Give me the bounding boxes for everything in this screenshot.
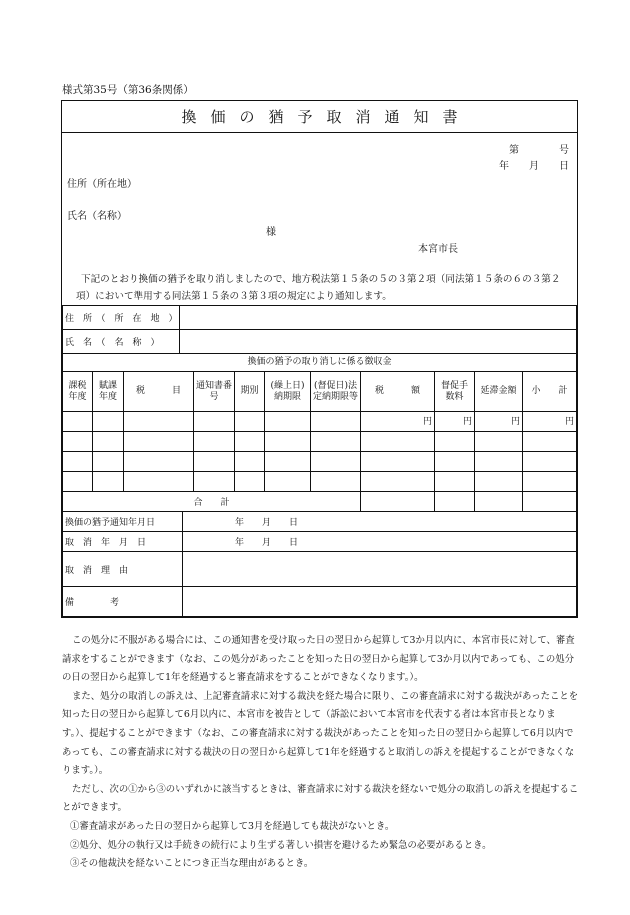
issuer-name: 本宮市長 xyxy=(418,244,458,255)
body-text-line-2: 項）において準用する同法第１５条の３第３項の規定により通知します。 xyxy=(76,291,392,302)
name-cell-value xyxy=(180,330,577,354)
col-header-assessment-year: 賦課年度 xyxy=(93,372,124,412)
header-row xyxy=(63,372,577,412)
table-row xyxy=(63,412,577,432)
note-paragraph: また、処分の取消しの訴えは、上記審査請求に対する裁決を経た場合に限り、この審査請求に対する裁決があったことを知った日の翌日から起算して6月以内に、本宮市を被告として（訴訟において本宮市を代表する者は本宮市長となります。）、提起することができます（なお、この審査請求に対する裁決があったことを知った日の翌日から起算して6月以内であっても、この審査請求に対する裁決の日の翌日から起算して1年を経過すると取消しの訴えを提起することができなくなります。）。 xyxy=(62,690,579,777)
document-title: 換価の猶予取消通知書 xyxy=(181,108,472,126)
collection-table xyxy=(62,353,577,512)
table-row xyxy=(63,512,577,532)
notice-frame xyxy=(61,100,578,618)
cancellation-table xyxy=(62,511,577,617)
yen-unit: 円 xyxy=(475,412,523,432)
title-row xyxy=(62,101,577,133)
reason-value xyxy=(183,552,577,587)
table-row xyxy=(63,354,577,372)
honorific: 様 xyxy=(266,227,276,238)
recipient-name-label: 氏名（名称） xyxy=(67,211,127,222)
name-cell-label: 氏 名 （ 名 称 ） xyxy=(63,330,180,354)
table-row xyxy=(63,552,577,587)
table-row xyxy=(63,306,577,330)
yen-unit: 円 xyxy=(361,412,435,432)
note-item: ③その他裁決を経ないことにつき正当な理由があるとき。 xyxy=(70,858,314,870)
cancel-date-value: 年 月 日 xyxy=(183,532,577,552)
document-number: 第 号 xyxy=(509,145,569,156)
col-header-legal-due-date: (督促日)法定納期限等 xyxy=(311,372,361,412)
table-row xyxy=(63,532,577,552)
form-number-label: 様式第35号（第36条関係） xyxy=(62,84,194,96)
note-paragraph: この処分に不服がある場合には、この通知書を受け取った日の翌日から起算して3か月以内に、本宮市長に対して、審査請求をすることができます（なお、この処分があったことを知った日の翌日から起算して3か月以内であっても、この処分の日の翌日から起算して1年を経過すると審査請求をすることができなくなります。）。 xyxy=(62,635,575,684)
address-cell-label: 住 所 （ 所 在 地 ） xyxy=(63,306,180,330)
appeal-notes xyxy=(62,632,582,874)
note-item: ①審査請求があった日の翌日から起算して3月を経過しても裁決がないとき。 xyxy=(70,820,395,832)
col-header-reminder-fee: 督促手数料 xyxy=(435,372,475,412)
recipient-address-label: 住所（所在地） xyxy=(67,179,137,190)
table-row xyxy=(63,587,577,617)
col-header-notice-number: 通知書番号 xyxy=(194,372,235,412)
remarks-label: 備 考 xyxy=(63,587,183,617)
col-header-late-charge: 延滞金額 xyxy=(475,372,523,412)
col-header-period: 期別 xyxy=(235,372,265,412)
col-header-tax-year: 課税年度 xyxy=(63,372,93,412)
total-label: 合 計 xyxy=(63,492,361,512)
total-row xyxy=(63,492,577,512)
col-header-tax-amount: 税 額 xyxy=(361,372,435,412)
notice-date-label: 換価の猶予通知年月日 xyxy=(63,512,183,532)
col-header-subtotal: 小 計 xyxy=(523,372,577,412)
remarks-value xyxy=(183,587,577,617)
collection-caption: 換価の猶予の取り消しに係る徴収金 xyxy=(63,354,577,372)
table-row xyxy=(63,452,577,472)
recipient-table xyxy=(62,305,577,354)
body-text-line-1: 下記のとおり換価の猶予を取り消しましたので、地方税法第１５条の５の３第２項（同法第１５条の６の３第２ xyxy=(81,274,561,285)
reason-label: 取 消 理 由 xyxy=(63,552,183,587)
cancel-date-label: 取 消 年 月 日 xyxy=(63,532,183,552)
yen-unit: 円 xyxy=(435,412,475,432)
table-row xyxy=(63,330,577,354)
table-row xyxy=(63,472,577,492)
document-date: 年 月 日 xyxy=(499,161,569,172)
col-header-due-date: (繰上日)納期限 xyxy=(265,372,311,412)
table-row xyxy=(63,432,577,452)
col-header-tax-item: 税 目 xyxy=(124,372,194,412)
note-paragraph: ただし、次の①から③のいずれかに該当するときは、審査請求に対する裁決を経ないで処分の取消しの訴えを提起することができます。 xyxy=(62,783,579,814)
yen-unit: 円 xyxy=(523,412,577,432)
note-item: ②処分、処分の執行又は手続きの続行により生ずる著しい損害を避けるため緊急の必要があるとき。 xyxy=(70,839,492,851)
notice-date-value: 年 月 日 xyxy=(183,512,577,532)
address-cell-value xyxy=(180,306,577,330)
